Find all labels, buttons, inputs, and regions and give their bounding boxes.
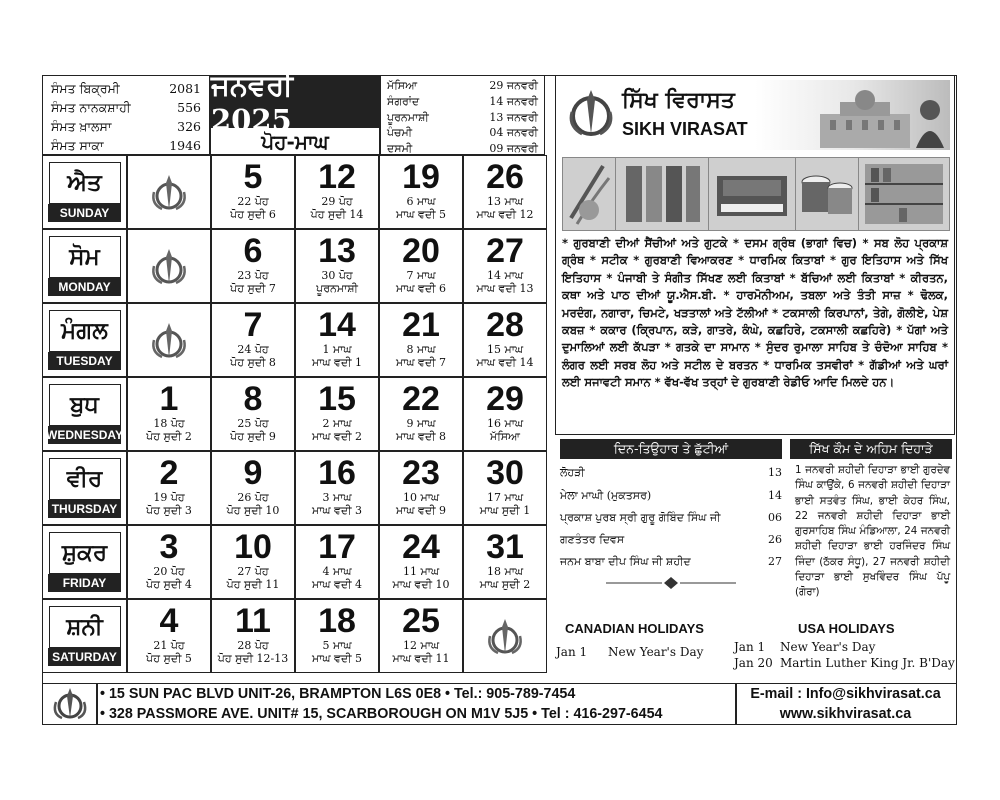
lunar-date: ਮਾਘ ਵਦੀ 11 — [392, 652, 450, 665]
festival-date: 13 — [768, 466, 782, 479]
date-cell — [295, 525, 379, 599]
lunar-date: ਮਾਘ ਵਦੀ 12 — [476, 208, 534, 221]
date-cell — [379, 451, 463, 525]
weekday-en: SUNDAY — [48, 204, 121, 222]
date-cell — [127, 599, 211, 673]
date-cell — [211, 525, 295, 599]
era-row — [43, 79, 209, 98]
special-value: 29 ਜਨਵਰੀ — [489, 79, 538, 92]
special-label: ਪੰਚਮੀ — [387, 126, 413, 140]
weekday-friday — [42, 525, 127, 599]
lunar-date: ਪੋਹ ਸੁਦੀ 3 — [146, 504, 192, 517]
weekday-pa: ਸ਼ਨੀ — [49, 606, 121, 648]
weekday-en: TUESDAY — [48, 352, 121, 370]
date-number: 29 — [486, 380, 524, 418]
special-value: 13 ਜਨਵਰੀ — [489, 110, 538, 124]
date-cell — [295, 229, 379, 303]
era-label: ਸੰਮਤ ਬਿਕ੍ਰਮੀ — [51, 81, 120, 96]
lunar-date: ਮਾਘ ਸੁਦੀ 1 — [479, 504, 531, 517]
festival-name: ਗਣਤੰਤਰ ਦਿਵਸ — [560, 533, 625, 546]
era-value: 326 — [177, 119, 201, 134]
lunar-date: ਪੋਹ ਸੁਦੀ 2 — [146, 430, 192, 443]
weekday-en: SATURDAY — [48, 648, 121, 666]
nanakshahi-date: 12 ਮਾਘ — [402, 639, 440, 652]
date-number: 11 — [235, 602, 271, 640]
era-label: ਸੰਮਤ ਨਾਨਕਸ਼ਾਹੀ — [51, 100, 131, 115]
date-number: 13 — [318, 232, 356, 270]
era-label: ਸੰਮਤ ਸਾਕਾ — [51, 138, 104, 153]
email-link[interactable]: E-mail : Info@sikhvirasat.ca — [750, 686, 941, 702]
empty-cell — [463, 599, 547, 673]
nanakshahi-date: 24 ਪੋਹ — [237, 343, 269, 356]
special-dates — [380, 75, 545, 155]
lunar-date: ਮਾਘ ਵਦੀ 5 — [311, 652, 363, 665]
weekday-en: FRIDAY — [48, 574, 121, 592]
date-number: 30 — [486, 454, 524, 492]
empty-cell — [127, 155, 211, 229]
special-label: ਸੰਗਰਾਂਦ — [387, 94, 420, 108]
date-cell — [295, 451, 379, 525]
festival-row — [560, 533, 782, 547]
product-books-image — [615, 157, 709, 231]
nanakshahi-date: 3 ਮਾਘ — [322, 491, 352, 504]
date-number: 7 — [243, 306, 263, 344]
date-cell — [211, 599, 295, 673]
nanakshahi-date: 27 ਪੋਹ — [237, 565, 269, 578]
date-cell — [379, 599, 463, 673]
product-harmonium-image — [708, 157, 796, 231]
festival-row — [560, 555, 782, 569]
nanakshahi-date: 22 ਪੋਹ — [237, 195, 269, 208]
history-text: 1 ਜਨਵਰੀ ਸ਼ਹੀਦੀ ਦਿਹਾੜਾ ਭਾਈ ਗੁਰਦੇਵ ਸਿੰਘ ਕਾਉਂਕੇ, 6 ਜਨਵਰੀ ਸ਼ਹੀਦੀ ਦਿਹਾੜਾ ਭਾਈ ਸਤਵੰਤ ਸਿੰਘ, ਭਾਈ ਕੇਹਰ ਸਿੰਘ, 22 ਜਨਵਰੀ ਸ਼ਹੀਦੀ ਦਿਹਾੜਾ ਭਾਈ ਗੁਰਸਾਹਿਬ ਸਿੰਘ ਮੰਡਿਆਲਾ, 24 ਜਨਵਰੀ ਸ਼ਹੀਦੀ ਦਿਹਾੜਾ ਭਾਈ ਹਰਜਿੰਦਰ ਸਿੰਘ ਜਿੰਦਾ (ਠੱਕਰ ਸੰਧੂ), 27 ਜਨਵਰੀ ਸ਼ਹੀਦੀ ਦਿਹਾੜਾ ਭਾਈ ਸੁਖਵਿੰਦਰ ਸਿੰਘ ਪੱਪੂ (ਗੋਰਾ) — [795, 464, 950, 599]
nanakshahi-date: 18 ਪੋਹ — [153, 417, 185, 430]
lunar-date: ਪੋਹ ਸੁਦੀ 14 — [310, 208, 364, 221]
date-number: 14 — [318, 306, 356, 344]
era-block — [42, 75, 210, 155]
date-number: 20 — [402, 232, 440, 270]
address-brampton: • 15 SUN PAC BLVD UNIT-26, BRAMPTON L6S 0E8 • Tel.: 905-789-7454 — [100, 686, 576, 702]
date-number: 27 — [486, 232, 524, 270]
special-row — [381, 78, 544, 94]
usa-holidays-heading: USA HOLIDAYS — [798, 621, 895, 636]
date-cell — [211, 451, 295, 525]
nanakshahi-date: 2 ਮਾਘ — [322, 417, 352, 430]
nanakshahi-date: 20 ਪੋਹ — [153, 565, 185, 578]
nanakshahi-date: 11 ਮਾਘ — [402, 565, 440, 578]
empty-cell — [127, 303, 211, 377]
month-header — [210, 67, 380, 155]
lunar-date: ਪੋਹ ਸੁਦੀ 5 — [146, 652, 192, 665]
nanakshahi-date: 15 ਮਾਘ — [486, 343, 524, 356]
lunar-date: ਪੋਹ ਸੁਦੀ 9 — [230, 430, 276, 443]
special-label: ਪੂਰਨਮਾਸ਼ੀ — [387, 110, 429, 124]
date-cell — [295, 155, 379, 229]
khanda-footer-icon — [48, 686, 92, 722]
nanakshahi-date: 9 ਮਾਘ — [406, 417, 436, 430]
date-number: 25 — [402, 602, 440, 640]
era-label: ਸੰਮਤ ਖ਼ਾਲਸਾ — [51, 119, 112, 134]
era-row — [43, 136, 209, 155]
nanakshahi-date: 29 ਪੋਹ — [321, 195, 353, 208]
era-value: 1946 — [169, 138, 201, 153]
weekday-pa: ਮੰਗਲ — [49, 310, 121, 352]
nanakshahi-date: 21 ਪੋਹ — [153, 639, 185, 652]
date-number: 12 — [318, 158, 356, 196]
era-row — [43, 98, 209, 117]
era-row — [43, 117, 209, 136]
date-number: 18 — [318, 602, 356, 640]
lunar-date: ਮਾਘ ਵਦੀ 9 — [395, 504, 447, 517]
date-cell — [211, 377, 295, 451]
nanakshahi-date: 1 ਮਾਘ — [322, 343, 352, 356]
weekday-en: MONDAY — [48, 278, 121, 296]
nanakshahi-date: 19 ਪੋਹ — [153, 491, 185, 504]
special-label: ਮੱਸਿਆ — [387, 79, 418, 92]
lunar-date: ਪੋਹ ਸੁਦੀ 10 — [226, 504, 280, 517]
lunar-date: ਮਾਘ ਵਦੀ 2 — [311, 430, 363, 443]
lunar-date: ਮਾਘ ਸੁਦੀ 2 — [479, 578, 531, 591]
nanakshahi-date: 14 ਮਾਘ — [486, 269, 524, 282]
weekday-pa: ਸੋਮ — [49, 236, 121, 278]
nanakshahi-date: 4 ਮਾਘ — [322, 565, 352, 578]
special-row — [381, 110, 544, 126]
date-cell — [211, 229, 295, 303]
weekday-pa: ਵੀਰ — [49, 458, 121, 500]
weekday-pa: ਸ਼ੁਕਰ — [49, 532, 121, 574]
festival-date: 26 — [768, 533, 782, 546]
empty-cell — [127, 229, 211, 303]
weekday-pa: ਬੁਧ — [49, 384, 121, 426]
date-number: 2 — [159, 454, 179, 492]
date-number: 5 — [243, 158, 263, 196]
lunar-date: ਮਾਘ ਵਦੀ 7 — [395, 356, 447, 369]
nanakshahi-date: 5 ਮਾਘ — [322, 639, 352, 652]
date-cell — [211, 303, 295, 377]
canadian-holiday-date: Jan 1 — [556, 645, 588, 659]
lunar-date: ਮੱਸਿਆ — [489, 430, 521, 443]
special-row — [381, 125, 544, 141]
festival-date: 06 — [768, 511, 782, 524]
nanakshahi-date: 13 ਮਾਘ — [486, 195, 524, 208]
date-cell — [379, 377, 463, 451]
date-number: 17 — [318, 528, 356, 566]
date-number: 19 — [402, 158, 440, 196]
date-cell — [463, 377, 547, 451]
date-number: 6 — [243, 232, 263, 270]
product-swords-image — [562, 157, 616, 231]
canadian-holidays-heading: CANADIAN HOLIDAYS — [565, 621, 704, 636]
nanakshahi-date: 26 ਪੋਹ — [237, 491, 269, 504]
nanakshahi-date: 17 ਮਾਘ — [486, 491, 524, 504]
usa-holiday-date: Jan 1 — [734, 640, 766, 654]
brand-name-en: SIKH VIRASAT — [622, 119, 748, 139]
date-number: 26 — [486, 158, 524, 196]
month-subtitle: ਪੋਹ-ਮਾਘ — [261, 130, 329, 154]
lunar-date: ਪੋਹ ਸੁਦੀ 4 — [146, 578, 192, 591]
festival-name: ਲੋਹੜੀ — [560, 466, 585, 479]
lunar-date: ਮਾਘ ਵਦੀ 4 — [311, 578, 363, 591]
usa-holiday-name: Martin Luther King Jr. B'Day — [780, 656, 955, 670]
nanakshahi-date: 7 ਮਾਘ — [406, 269, 436, 282]
nanakshahi-date: 23 ਪੋਹ — [237, 269, 269, 282]
nanakshahi-date: 10 ਮਾਘ — [402, 491, 440, 504]
ornament-divider-icon — [606, 576, 736, 590]
festival-name: ਪ੍ਰਕਾਸ਼ ਪੁਰਬ ਸ੍ਰੀ ਗੁਰੂ ਗੋਬਿੰਦ ਸਿੰਘ ਜੀ — [560, 511, 721, 524]
date-cell — [463, 451, 547, 525]
nanakshahi-date: 6 ਮਾਘ — [406, 195, 436, 208]
date-cell — [127, 377, 211, 451]
lunar-date: ਪੂਰਨਮਾਸ਼ੀ — [316, 282, 358, 295]
special-label: ਦਸਮੀ — [387, 142, 413, 156]
khanda-icon — [128, 246, 210, 292]
festival-name: ਮੇਲਾ ਮਾਘੀ (ਮੁਕਤਸਰ) — [560, 489, 652, 502]
weekday-thursday — [42, 451, 127, 525]
date-number: 8 — [243, 380, 263, 418]
date-cell — [127, 525, 211, 599]
lunar-date: ਮਾਘ ਵਦੀ 1 — [311, 356, 363, 369]
date-number: 31 — [486, 528, 524, 566]
date-number: 21 — [402, 306, 440, 344]
date-cell — [379, 525, 463, 599]
history-heading: ਸਿੱਖ ਕੌਮ ਦੇ ਅਹਿਮ ਦਿਹਾੜੇ — [790, 439, 952, 459]
date-number: 16 — [318, 454, 356, 492]
weekday-monday — [42, 229, 127, 303]
lunar-date: ਮਾਘ ਵਦੀ 14 — [476, 356, 534, 369]
date-number: 1 — [159, 380, 179, 418]
date-number: 10 — [234, 528, 272, 566]
date-number: 23 — [402, 454, 440, 492]
usa-holiday-name: New Year's Day — [780, 640, 876, 654]
weekday-wednesday — [42, 377, 127, 451]
date-cell — [379, 229, 463, 303]
weekday-en: WEDNESDAY — [46, 428, 123, 442]
date-cell — [295, 599, 379, 673]
footer-divider — [96, 683, 98, 725]
brand-name-pa: ਸਿੱਖ ਵਿਰਾਸਤ — [622, 88, 735, 113]
special-value: 09 ਜਨਵਰੀ — [489, 142, 538, 156]
special-row — [381, 94, 544, 110]
date-cell — [463, 229, 547, 303]
festival-row — [560, 466, 782, 480]
usa-holiday-date: Jan 20 — [734, 656, 773, 670]
lunar-date: ਮਾਘ ਵਦੀ 5 — [395, 208, 447, 221]
special-value: 14 ਜਨਵਰੀ — [489, 94, 538, 108]
lunar-date: ਪੋਹ ਸੁਦੀ 7 — [230, 282, 276, 295]
month-title: ਜਨਵਰੀ 2025 — [211, 76, 379, 128]
product-tabla-image — [795, 157, 859, 231]
date-cell — [379, 155, 463, 229]
date-cell — [211, 155, 295, 229]
date-cell — [463, 525, 547, 599]
date-number: 22 — [402, 380, 440, 418]
era-value: 2081 — [169, 81, 201, 96]
festival-row — [560, 511, 782, 525]
date-number: 4 — [159, 602, 179, 640]
festivals-heading: ਦਿਨ-ਤਿਉਹਾਰ ਤੇ ਛੁੱਟੀਆਂ — [560, 439, 782, 459]
golden-temple-image — [820, 84, 948, 148]
nanakshahi-date: 18 ਮਾਘ — [486, 565, 524, 578]
nanakshahi-date: 16 ਮਾਘ — [486, 417, 524, 430]
date-number: 24 — [402, 528, 440, 566]
nanakshahi-date: 28 ਪੋਹ — [237, 639, 269, 652]
special-value: 04 ਜਨਵਰੀ — [489, 126, 538, 140]
date-number: 9 — [243, 454, 263, 492]
lunar-date: ਮਾਘ ਵਦੀ 10 — [392, 578, 450, 591]
festival-date: 27 — [768, 555, 782, 568]
date-number: 15 — [318, 380, 356, 418]
lunar-date: ਪੋਹ ਸੁਦੀ 12-13 — [217, 652, 289, 665]
date-cell — [379, 303, 463, 377]
lunar-date: ਮਾਘ ਵਦੀ 13 — [476, 282, 534, 295]
nanakshahi-date: 30 ਪੋਹ — [321, 269, 353, 282]
festival-row — [560, 489, 782, 503]
lunar-date: ਪੋਹ ਸੁਦੀ 8 — [230, 356, 276, 369]
date-number: 28 — [486, 306, 524, 344]
website-link[interactable]: www.sikhvirasat.ca — [779, 706, 912, 722]
khanda-icon — [128, 320, 210, 366]
lunar-date: ਮਾਘ ਵਦੀ 3 — [311, 504, 363, 517]
festival-date: 14 — [768, 489, 782, 502]
era-value: 556 — [177, 100, 201, 115]
date-cell — [295, 377, 379, 451]
date-number: 3 — [159, 528, 179, 566]
nanakshahi-date: 8 ਮਾਘ — [406, 343, 436, 356]
date-cell — [295, 303, 379, 377]
weekday-saturday — [42, 599, 127, 673]
weekday-tuesday — [42, 303, 127, 377]
lunar-date: ਪੋਹ ਸੁਦੀ 11 — [226, 578, 280, 591]
khanda-icon — [464, 616, 546, 662]
lunar-date: ਮਾਘ ਵਦੀ 6 — [395, 282, 447, 295]
weekday-pa: ਐਤ — [49, 162, 121, 204]
shop-description: * ਗੁਰਬਾਣੀ ਦੀਆਂ ਸੈਂਚੀਆਂ ਅਤੇ ਗੁਟਕੇ * ਦਸਮ ਗ੍ਰੰਥ (ਭਾਗਾਂ ਵਿਚ) * ਸਬ ਲੋਹ ਪ੍ਰਕਾਸ਼ ਗ੍ਰੰਥ * ਸਟੀਕ * ਗੁਰਬਾਣੀ ਵਿਆਕਰਣ * ਧਾਰਮਿਕ ਕਿਤਾਬਾਂ * ਗੁਰ ਇਤਿਹਾਸ ਅਤੇ ਸਿੱਖ ਇਤਿਹਾਸ * ਪੰਜਾਬੀ ਤੇ ਸੰਗੀਤ ਸਿੱਖਣ ਲਈ ਕਿਤਾਬਾਂ * ਬੱਚਿਆਂ ਲਈ ਕਿਤਾਬਾਂ * ਕੀਰਤਨ, ਕਥਾ ਅਤੇ ਪਾਠ ਦੀਆਂ ਯੂ.ਐਸ.ਬੀ. * ਹਾਰਮੋਨੀਅਮ, ਤਬਲਾ ਅਤੇ ਤੰਤੀ ਸਾਜ਼ * ਢੋਲਕ, ਮਰਦੰਗ, ਨਗਾਰਾ, ਚਿਮਟੇ, ਖੜਤਾਲਾਂ ਅਤੇ ਟੱਲੀਆਂ * ਟਕਸਾਲੀ ਕਿਰਪਾਨਾਂ, ਤੇਗੇ, ਗੋਲੀਏ, ਪੇਸ਼ ਕਬਜ਼ * ਕਕਾਰ (ਕ੍ਰਿਪਾਨ, ਕੜੇ, ਗਾਤਰੇ, ਕੰਘੇ, ਕਛਹਿਰੇ, ਟਕਸਾਲੀ ਕਛਹਿਰੇ) * ਪੱਗਾਂ ਅਤੇ ਦੁਮਾਲਿਆਂ ਲਈ ਕੱਪੜਾ * ਗਤਕੇ ਦਾ ਸਾਮਾਨ * ਸੁੰਦਰ ਰੁਮਾਲਾ ਸਾਹਿਬ ਤੇ ਚੰਦੋਆ ਸਾਹਿਬ * ਲੰਗਰ ਲਈ ਸਰਬ ਲੋਹ ਅਤੇ ਸਟੀਲ ਦੇ ਬਰਤਨ * ਧਾਰਮਿਕ ਤਸਵੀਰਾਂ * ਗੱਡੀਆਂ ਅਤੇ ਘਰਾਂ ਲਈ ਸਜਾਵਟੀ ਸਮਾਨ * ਵੱਖ-ਵੱਖ ਤਰ੍ਹਾਂ ਦੇ ਗੁਰਬਾਣੀ ਰੇਡੀਓ ਆਦਿ ਮਿਲਦੇ ਹਨ। — [562, 236, 948, 390]
weekday-sunday — [42, 155, 127, 229]
address-scarborough: • 328 PASSMORE AVE. UNIT# 15, SCARBOROUGH ON M1V 5J5 • Tel : 416-297-6454 — [100, 706, 663, 722]
khanda-logo-icon — [566, 86, 616, 140]
festival-name: ਜਨਮ ਬਾਬਾ ਦੀਪ ਸਿੰਘ ਜੀ ਸ਼ਹੀਦ — [560, 555, 691, 568]
weekday-en: THURSDAY — [48, 500, 121, 518]
khanda-icon — [128, 172, 210, 218]
date-cell — [127, 451, 211, 525]
nanakshahi-date: 25 ਪੋਹ — [237, 417, 269, 430]
footer-divider — [735, 683, 737, 725]
date-cell — [463, 155, 547, 229]
canadian-holiday-name: New Year's Day — [608, 645, 704, 659]
lunar-date: ਮਾਘ ਵਦੀ 8 — [395, 430, 447, 443]
lunar-date: ਪੋਹ ਸੁਦੀ 6 — [230, 208, 276, 221]
date-cell — [463, 303, 547, 377]
product-shelves-image — [858, 157, 950, 231]
